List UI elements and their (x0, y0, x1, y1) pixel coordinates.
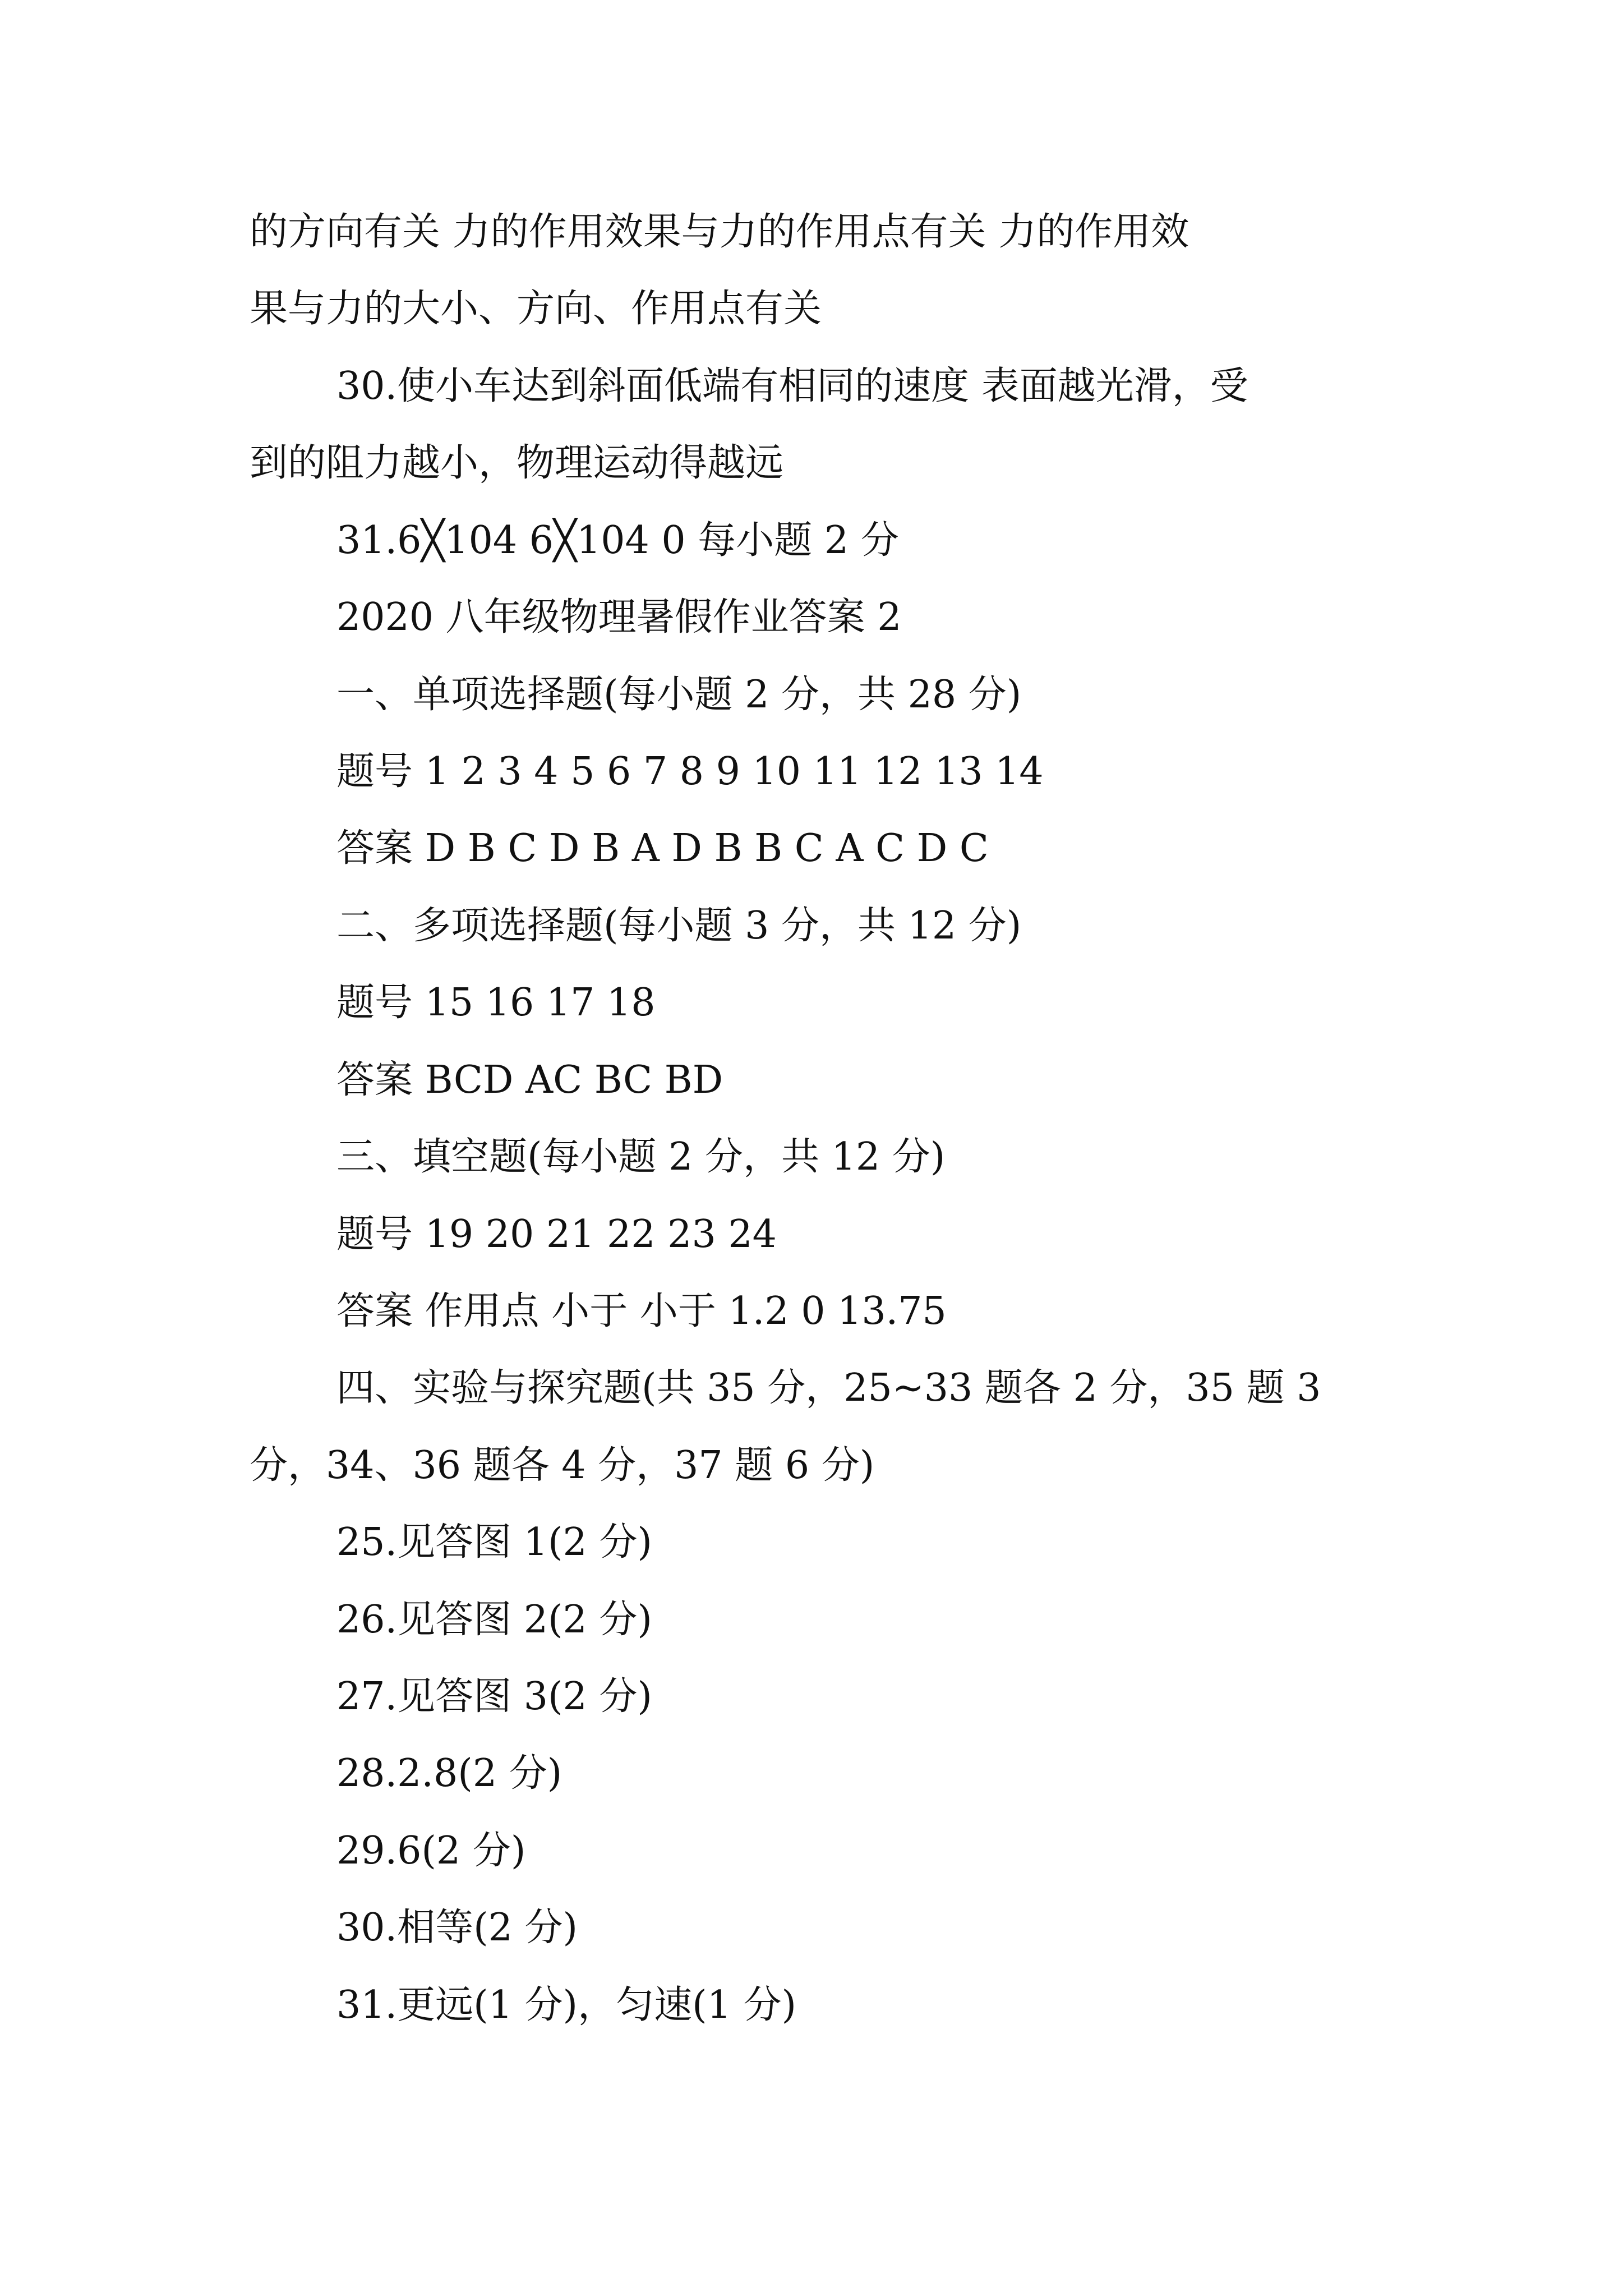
text-line: 分，34、36 题各 4 分，37 题 6 分) (250, 1443, 875, 1488)
text-line: 的方向有关 力的作用效果与力的作用点有关 力的作用效 (250, 210, 1189, 254)
text-line: 29.6(2 分) (336, 1829, 526, 1873)
text-line: 31.6╳104 6╳104 0 每小题 2 分 (336, 518, 899, 563)
text-line: 题号 15 16 17 18 (336, 981, 656, 1025)
text-line: 果与力的大小、方向、作用点有关 (250, 287, 822, 331)
section-heading: 三、填空题(每小题 2 分，共 12 分) (336, 1135, 946, 1179)
text-line: 31.更远(1 分)，匀速(1 分) (336, 1983, 797, 2027)
text-line: 30.相等(2 分) (336, 1906, 578, 1950)
text-line: 题号 19 20 21 22 23 24 (336, 1212, 777, 1257)
section-heading: 一、单项选择题(每小题 2 分，共 28 分) (336, 673, 1022, 717)
text-line: 28.2.8(2 分) (336, 1751, 562, 1796)
text-line: 答案 D B C D B A D B B C A C D C (336, 826, 989, 871)
text-line: 27.见答图 3(2 分) (336, 1674, 652, 1719)
text-line: 2020 八年级物理暑假作业答案 2 (336, 595, 902, 639)
section-heading: 二、多项选择题(每小题 3 分，共 12 分) (336, 904, 1022, 948)
text-line: 到的阻力越小，物理运动得越远 (250, 441, 784, 485)
section-heading: 四、实验与探究题(共 35 分，25~33 题各 2 分，35 题 3 (336, 1366, 1321, 1410)
text-line: 30.使小车达到斜面低端有相同的速度 表面越光滑，受 (336, 364, 1248, 408)
text-line: 25.见答图 1(2 分) (336, 1520, 652, 1565)
text-line: 题号 1 2 3 4 5 6 7 8 9 10 11 12 13 14 (336, 749, 1044, 794)
text-line: 答案 作用点 小于 小于 1.2 0 13.75 (336, 1289, 947, 1333)
text-line: 答案 BCD AC BC BD (336, 1058, 723, 1102)
text-line: 26.见答图 2(2 分) (336, 1598, 652, 1642)
